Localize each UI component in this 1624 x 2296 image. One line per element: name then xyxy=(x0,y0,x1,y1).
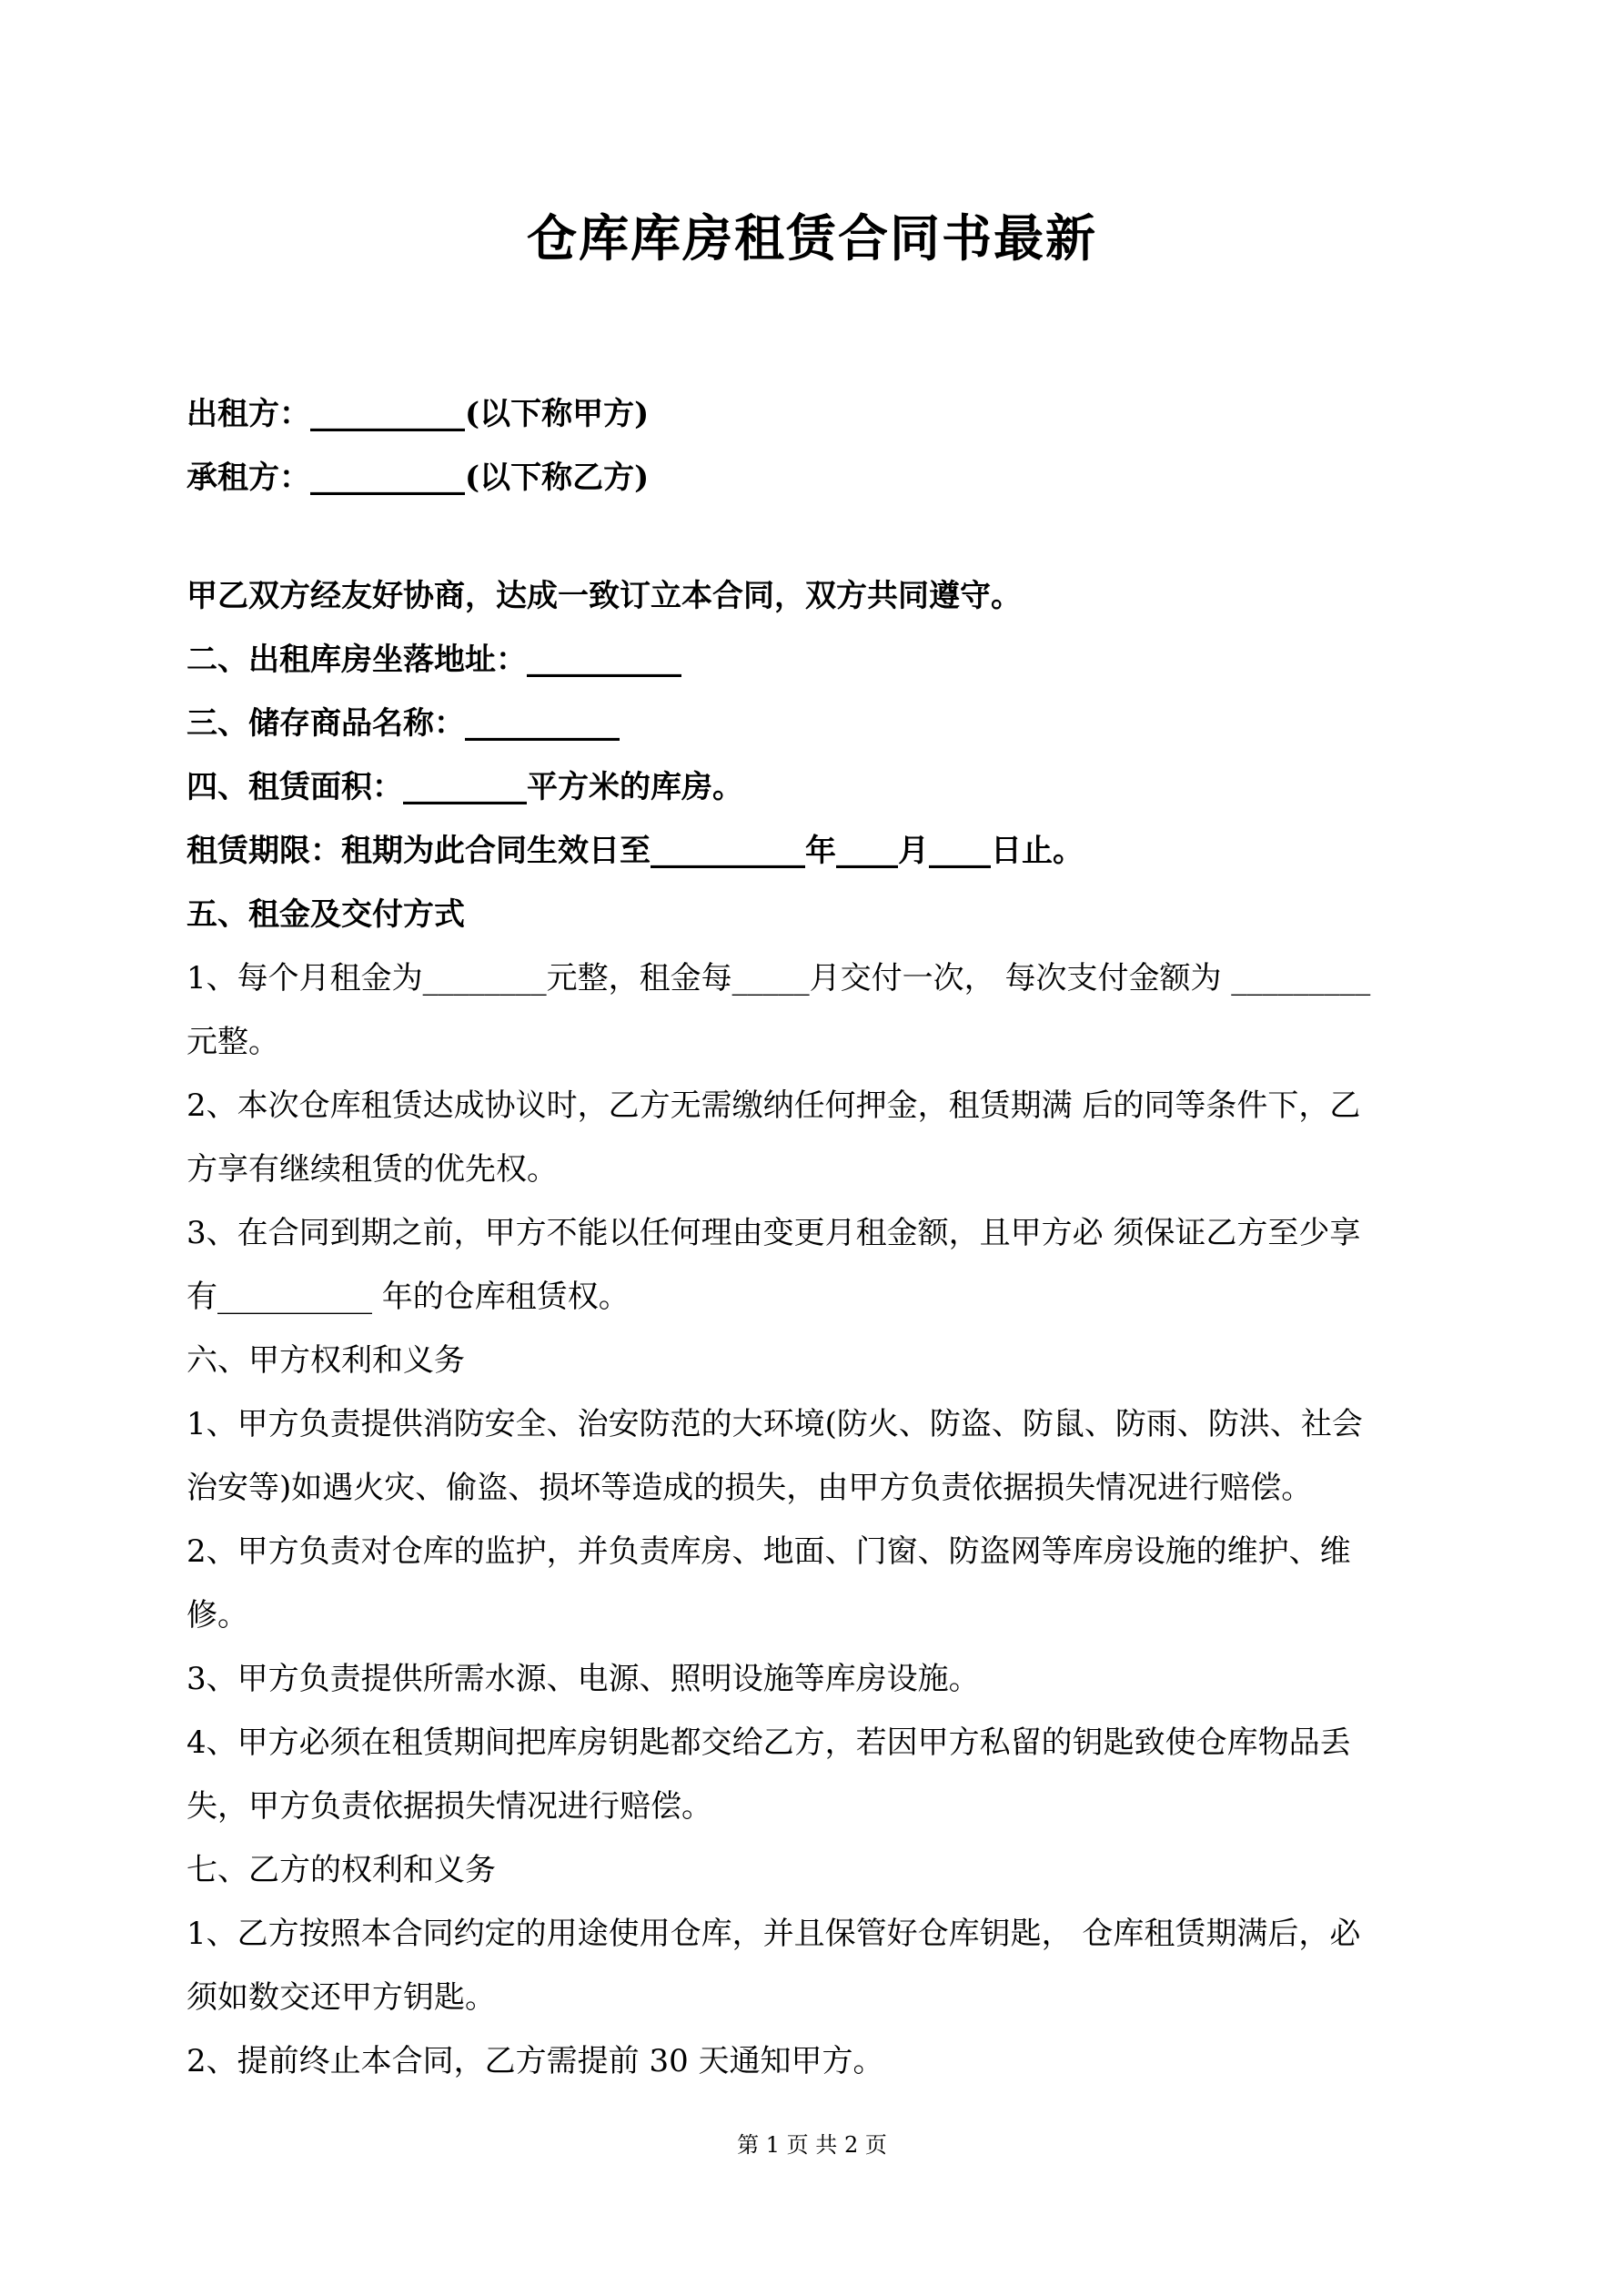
contract-line: 2、甲方负责对仓库的监护，并负责库房、地面、门窗、防盗网等库房设施的维护、维 xyxy=(187,1533,1351,1570)
contract-line: 修。 xyxy=(187,1597,248,1633)
contract-line: 3、甲方负责提供所需水源、电源、照明设施等库房设施。 xyxy=(187,1661,980,1697)
contract-line: 2、提前终止本合同，乙方需提前 30 天通知甲方。 xyxy=(187,2043,884,2079)
parties-block xyxy=(187,382,1533,510)
contract-line: 方享有继续租赁的优先权。 xyxy=(187,1151,558,1188)
contract-line: 三、储存商品名称：__________ xyxy=(187,705,620,742)
contract-line: 1、每个月租金为________元整，租金每_____月交付一次， 每次支付金额为 _________ xyxy=(187,960,1371,996)
contract-line: 四、租赁面积：________平方米的库房。 xyxy=(187,769,743,805)
page-title: 仓库库房租赁合同书最新 xyxy=(526,208,1097,268)
lessee-line: 承租方：__________(以下称乙方) xyxy=(187,460,650,496)
contract-line: 七、乙方的权利和义务 xyxy=(187,1852,496,1888)
contract-line: 治安等)如遇火灾、偷盗、损坏等造成的损失，由甲方负责依据损失情况进行赔偿。 xyxy=(187,1470,1313,1506)
contract-line: 2、本次仓库租赁达成协议时，乙方无需缴纳任何押金，租赁期满 后的同等条件下，乙 xyxy=(187,1087,1361,1124)
contract-line: 1、甲方负责提供消防安全、治安防范的大环境(防火、防盗、防鼠、防雨、防洪、社会 xyxy=(187,1406,1363,1442)
contract-line: 有__________ 年的仓库租赁权。 xyxy=(187,1279,630,1315)
contract-line: 元整。 xyxy=(187,1024,279,1060)
contract-line: 4、甲方必须在租赁期间把库房钥匙都交给乙方，若因甲方私留的钥匙致使仓库物品丢 xyxy=(187,1725,1351,1761)
contract-line: 租赁期限：租期为此合同生效日至__________年____月____日止。 xyxy=(187,833,1084,869)
contract-line: 甲乙双方经友好协商，达成一致订立本合同，双方共同遵守。 xyxy=(187,578,1022,614)
contract-line: 须如数交还甲方钥匙。 xyxy=(187,1979,496,2016)
lessor-line: 出租方：__________(以下称甲方) xyxy=(187,396,650,432)
contract-line: 3、在合同到期之前，甲方不能以任何理由变更月租金额，且甲方必 须保证乙方至少享 xyxy=(187,1215,1361,1251)
contract-line: 五、租金及交付方式 xyxy=(187,896,465,933)
contract-line: 失，甲方负责依据损失情况进行赔偿。 xyxy=(187,1788,712,1825)
contract-line: 1、乙方按照本合同约定的用途使用仓库，并且保管好仓库钥匙， 仓库租赁期满后，必 xyxy=(187,1916,1361,1952)
contract-line: 二、出租库房坐落地址：__________ xyxy=(187,642,681,678)
contract-line: 六、甲方权利和义务 xyxy=(187,1342,465,1379)
contract-body xyxy=(187,564,1542,2093)
page-footer: 第 1 页 共 2 页 xyxy=(737,2132,887,2158)
